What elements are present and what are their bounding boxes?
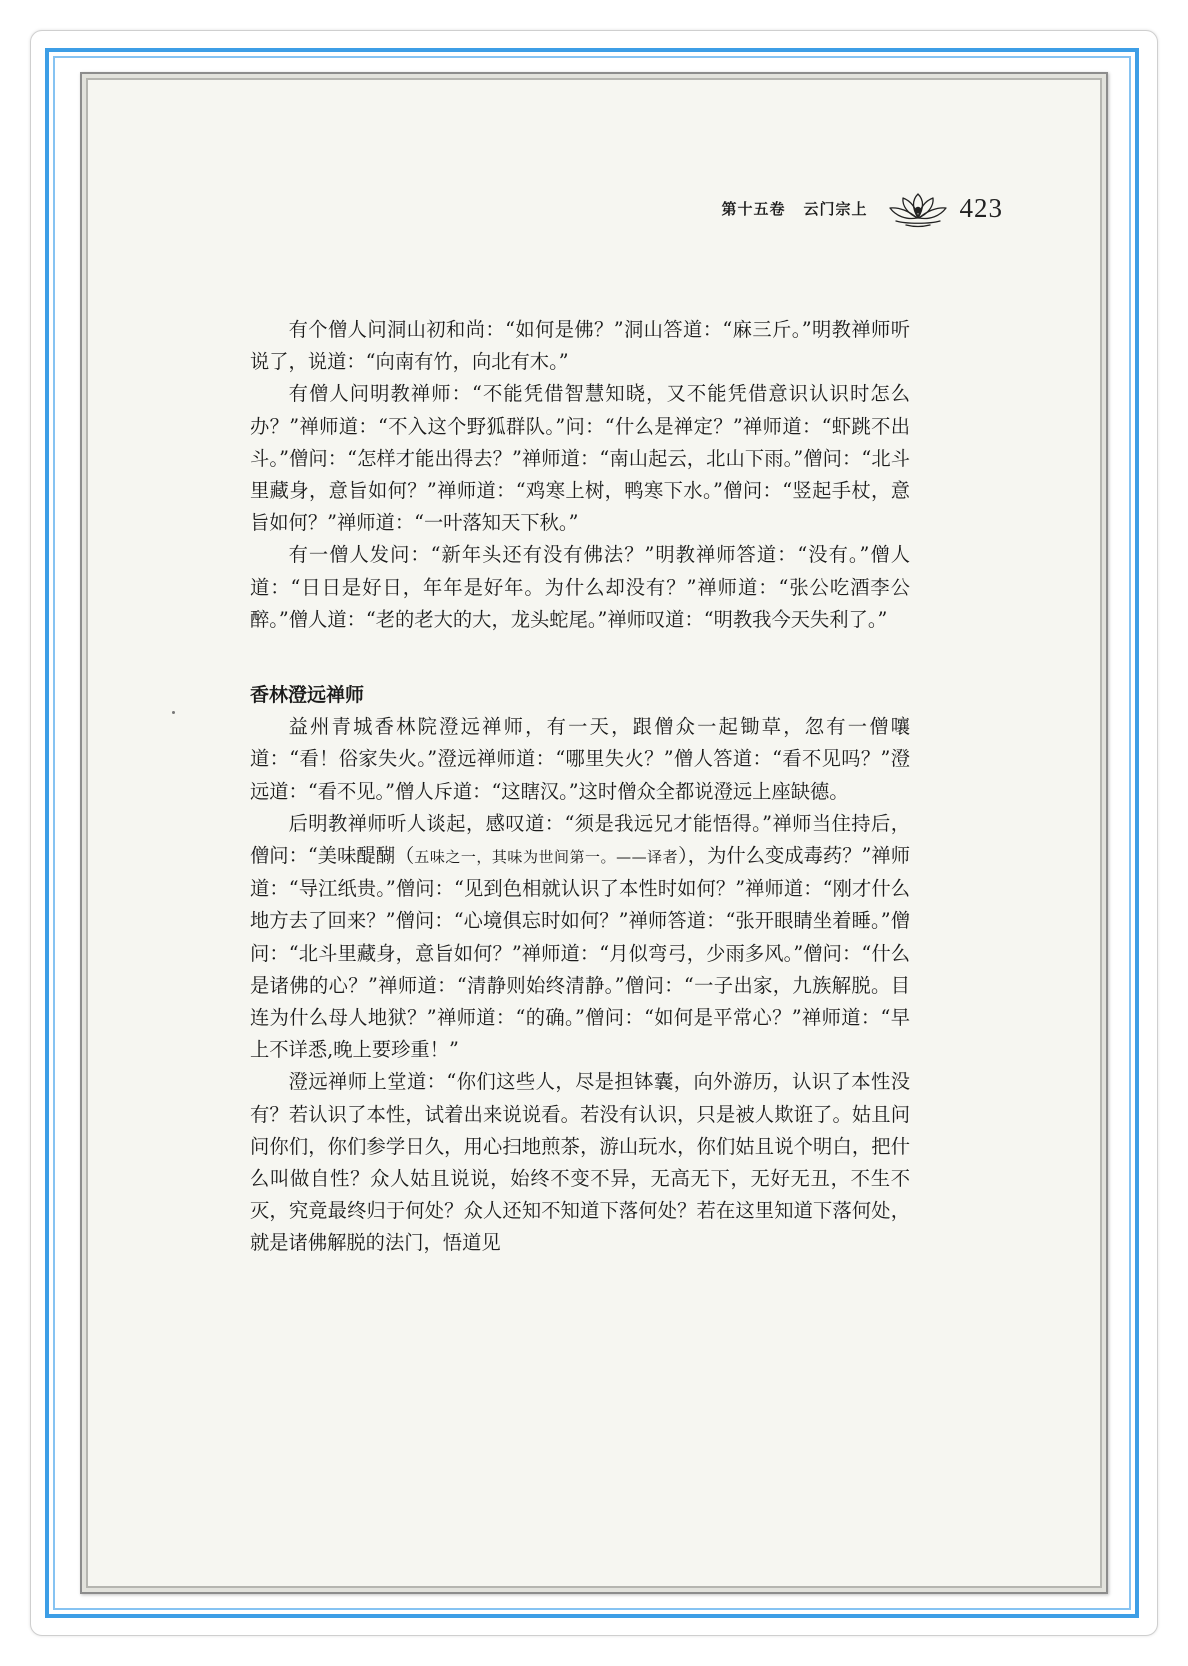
scan-speck xyxy=(172,711,175,714)
paragraph-text: ），为什么变成毒药？”禅师道：“导江纸贵。”僧问：“见到色相就认识了本性时如何？”禅师道：“刚才什么地方去了回来？”僧问：“心境俱忘时如何？”禅师答道：“张开眼睛坐着睡。”僧问：“北斗里藏身，意旨如何？”禅师道：“月似弯弓，少雨多风。”僧问：“什么是诸佛的心？”禅师道：“清静则始终清静。”僧问：“一子出家，九族解脱。目连为什么母人地狱？”禅师道：“的确。”僧问：“如何是平常心？”禅师道：“早上不详悉,晚上要珍重！” xyxy=(250,844,910,1062)
lotus-ornament-icon xyxy=(886,188,950,228)
header-chapter-title: 云门宗上 xyxy=(803,199,868,218)
paragraph: 有一僧人发问：“新年头还有没有佛法？”明教禅师答道：“没有。”僧人道：“日日是好日，年年是好年。为什么却没有？”禅师道：“张公吃酒李公醉。”僧人道：“老的老大的大，龙头蛇尾。”禅师叹道：“明教我今天失利了。” xyxy=(250,543,910,631)
running-header xyxy=(721,184,1003,232)
paragraph: 益州青城香林院澄远禅师，有一天，跟僧众一起锄草，忽有一僧嚷道：“看！俗家失火。”澄远禅师道：“哪里失火？”僧人答道：“看不见吗？”澄远道：“看不见。”僧人斥道：“这瞎汉。”这时僧众全都说澄远上座缺德。 xyxy=(250,715,910,803)
section-gap xyxy=(250,636,910,679)
paragraph xyxy=(250,808,910,1067)
paragraph: 澄远禅师上堂道：“你们这些人，尽是担钵囊，向外游历，认识了本性没有？若认识了本性，试着出来说说看。若没有认识，只是被人欺诳了。姑且问问你们，你们参学日久，用心扫地煎茶，游山玩水，你们姑且说个明白，把什么叫做自性？众人姑且说说，始终不变不异，无高无下，无好无丑，不生不灭，究竟最终归于何处？众人还知不知道下落何处？若在这里知道下落何处，就是诸佛解脱的法门，悟道见 xyxy=(250,1070,910,1255)
paragraph: 有个僧人问洞山初和尚：“如何是佛？”洞山答道：“麻三斤。”明教禅师听说了，说道：“向南有竹，向北有木。” xyxy=(250,318,910,374)
header-section-title: 第十五卷 xyxy=(721,199,786,218)
body-text xyxy=(250,314,910,1260)
page-number: 423 xyxy=(959,192,1003,223)
paragraph: 有僧人问明教禅师：“不能凭借智慧知晓，又不能凭借意识认识时怎么办？”禅师道：“不入这个野狐群队。”问：“什么是禅定？”禅师道：“虾跳不出斗。”僧问：“怎样才能出得去？”禅师道：“南山起云，北山下雨。”僧问：“北斗里藏身，意旨如何？”禅师道：“鸡寒上树，鸭寒下水。”僧问：“竖起手杖，意旨如何？”禅师道：“一叶落知天下秋。” xyxy=(250,382,910,535)
translator-note: 五味之一，其味为世间第一。——译者 xyxy=(414,848,679,867)
section-heading: 香林澄远禅师 xyxy=(250,684,365,707)
paragraph-text: 后明教禅师听人谈起，感叹道：“须是我远兄才能悟得。”禅师当住持后，僧问：“美味醍醐（ xyxy=(250,811,910,868)
